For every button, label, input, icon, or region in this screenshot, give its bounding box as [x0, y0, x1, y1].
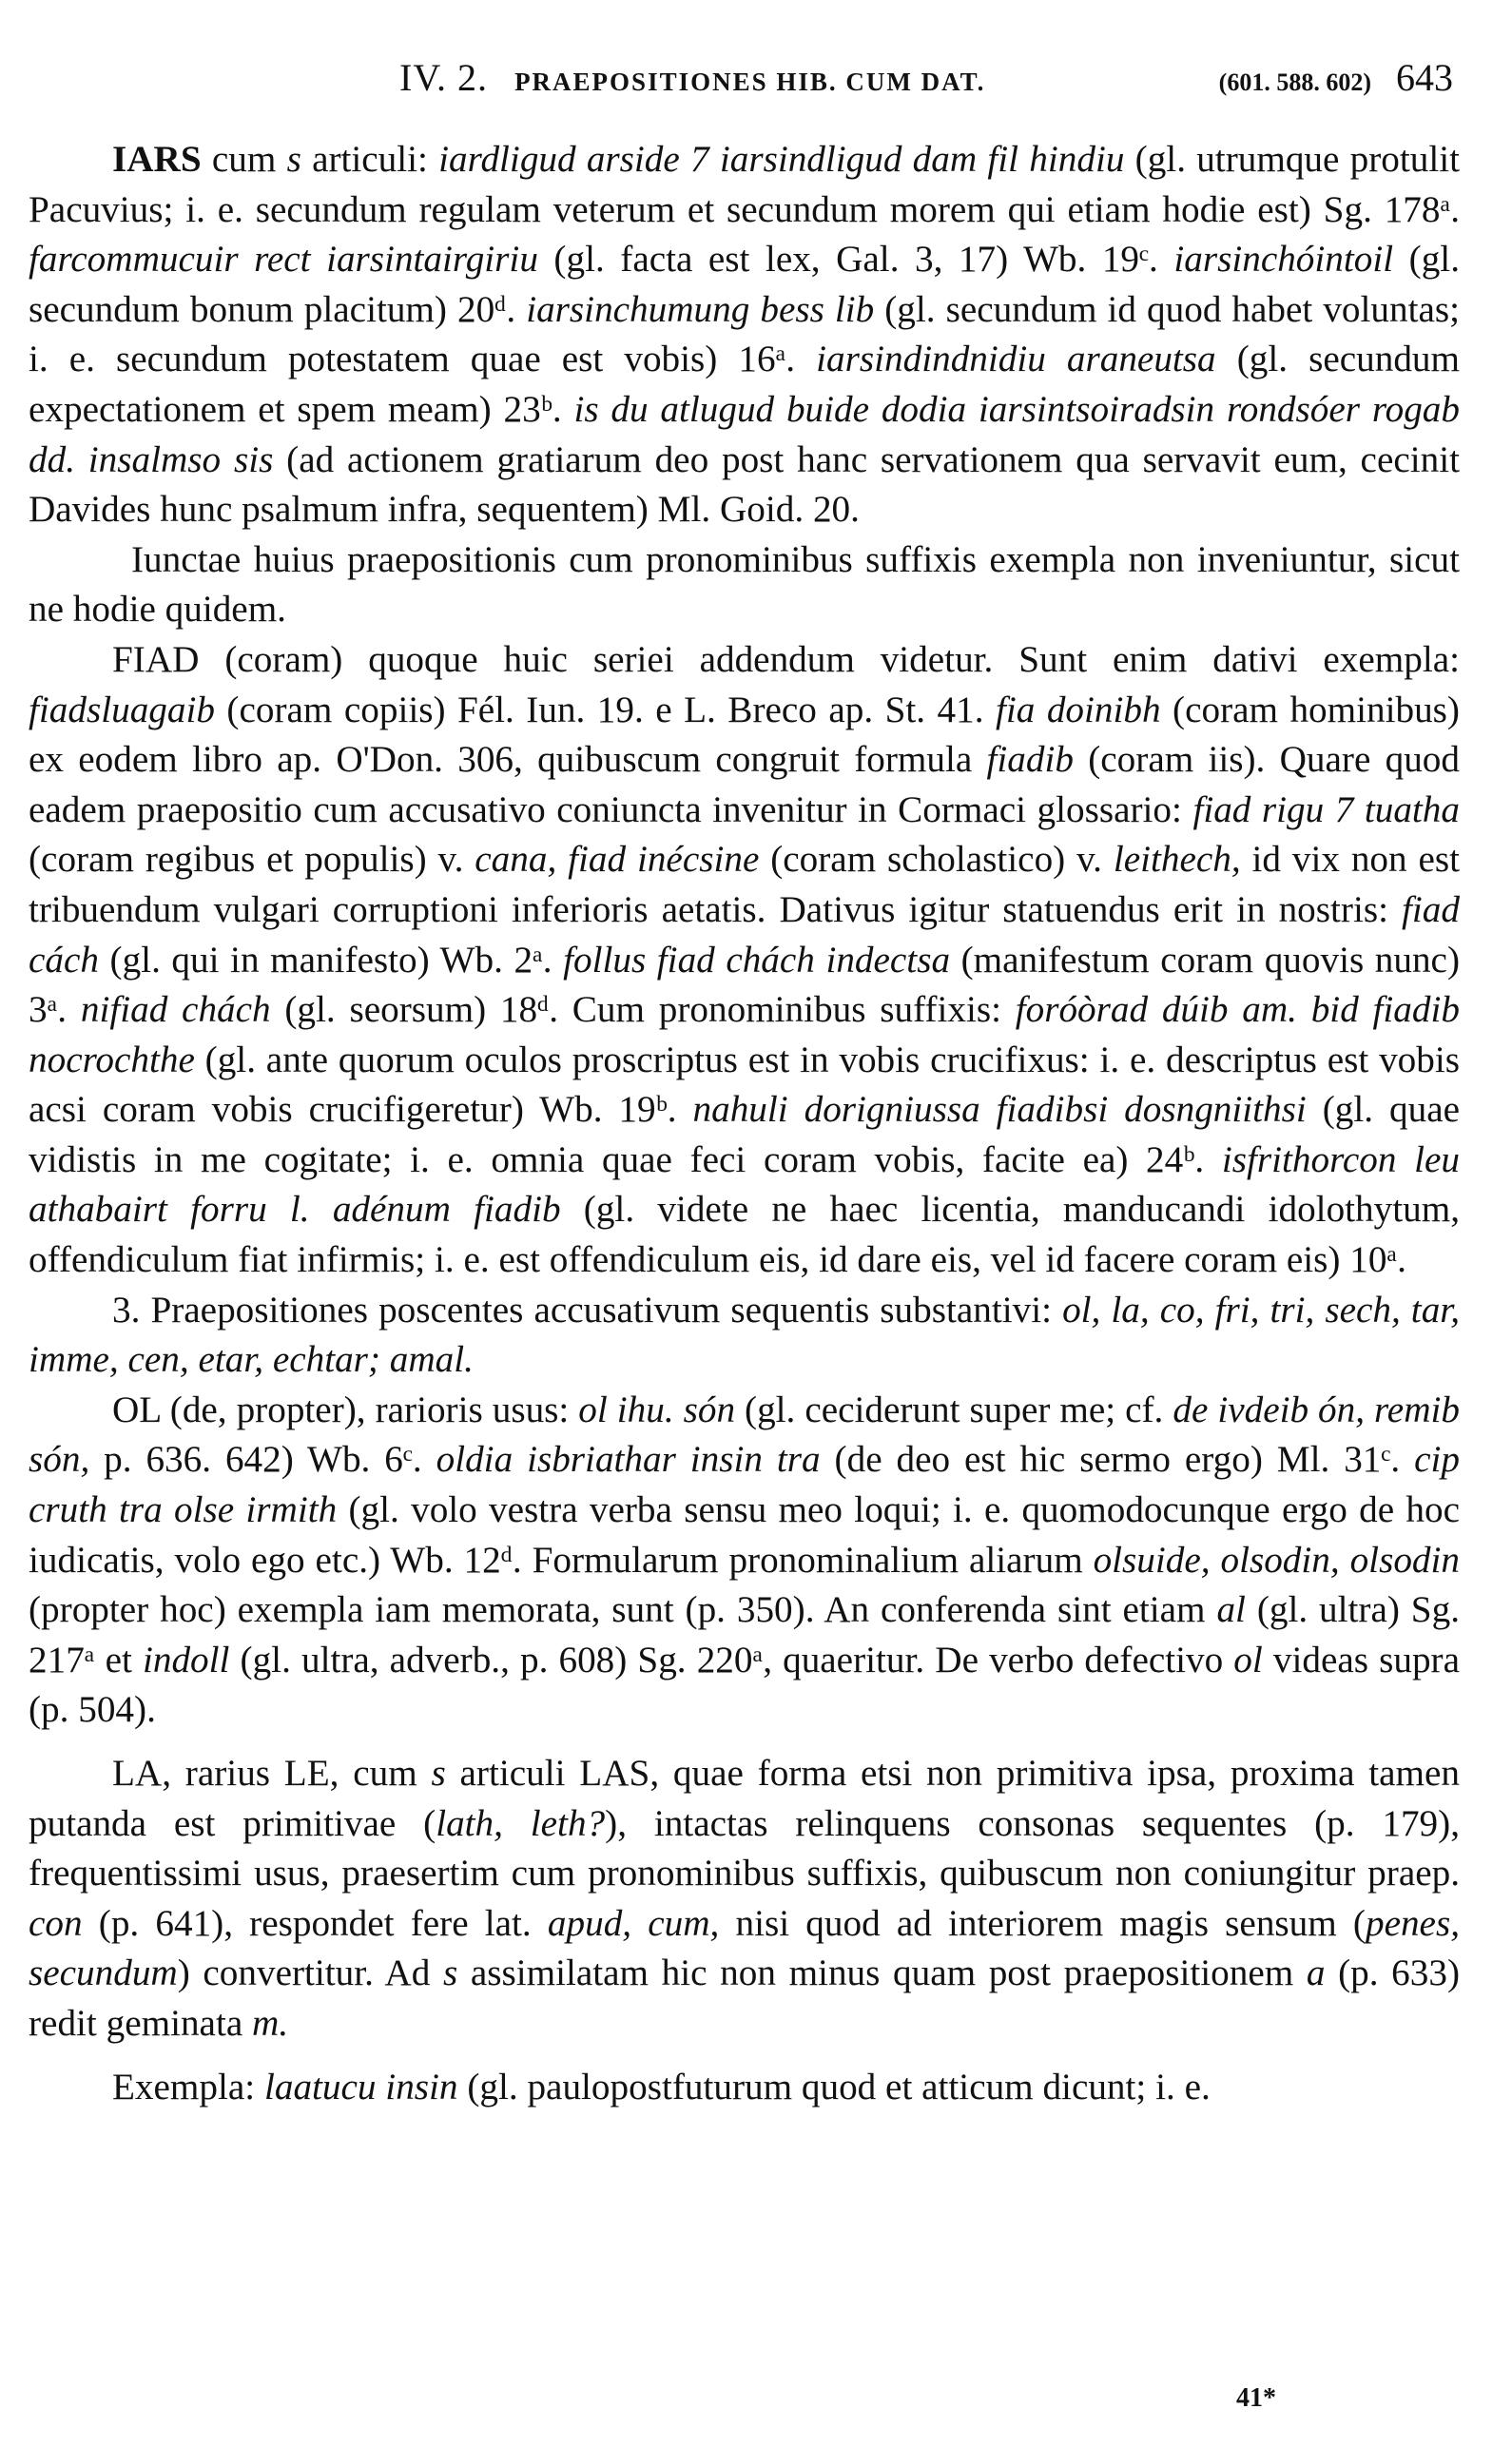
irish-gloss: fiad rigu 7 tuatha: [1192, 788, 1460, 830]
text-run: (coram scholastico) v.: [759, 839, 1114, 881]
text-run: (gl. quae vidistis in me cogitate; i. e. omnia quae feci coram vobis, facite ea) 24ᵇ.: [29, 1089, 1460, 1180]
irish-gloss: s: [431, 1753, 446, 1794]
text-run: p. 636. 642) Wb. 6ᶜ.: [89, 1439, 436, 1481]
headword: IARS: [112, 139, 202, 180]
irish-gloss: penes, secundum: [29, 1902, 1460, 1994]
irish-gloss: fiadsluagaib: [29, 689, 215, 730]
irish-gloss: ol, la, co, fri, tri, sech, tar, imme, cen, etar, echtar; amal.: [29, 1289, 1460, 1381]
irish-gloss: iarsindindnidiu araneutsa: [816, 339, 1216, 380]
irish-gloss: oldia isbriathar insin tra: [436, 1439, 821, 1481]
irish-gloss: nifiad chách: [80, 989, 271, 1031]
text-run: (gl. seorsum) 18ᵈ. Cum pronominibus suffixis:: [270, 989, 1016, 1031]
irish-gloss: cip cruth tra olse irmith: [29, 1439, 1461, 1531]
text-run: (p. 641), respondet fere lat.: [82, 1902, 548, 1944]
irish-gloss: a: [1306, 1953, 1326, 1994]
paragraph-fiad: [29, 635, 1460, 1286]
paragraph-la: [29, 1749, 1460, 2050]
text-run: (gl. facta est lex, Gal. 3, 17) Wb. 19ᶜ.: [537, 239, 1174, 281]
text-run: LA, rarius LE, cum: [112, 1753, 432, 1794]
text-run: (gl. secundum expectationem et spem meam) 23ᵇ.: [29, 339, 1460, 430]
text-run: (gl. ultra) Sg. 217ᵃ et: [29, 1589, 1460, 1681]
text-run: FIAD (coram) quoque huic seriei addendum videtur. Sunt enim dativi exempla:: [112, 638, 1460, 680]
text-run: assimilatam hic non minus quam post praepositionem: [457, 1953, 1307, 1994]
body-text: [29, 135, 1460, 2112]
paragraph-iunctae: [29, 535, 1460, 635]
irish-gloss: farcommucuir rect iarsintairgiriu: [29, 239, 538, 281]
text-run: (manifestum coram quovis nunc) 3ᵃ.: [29, 939, 1460, 1031]
irish-gloss: con: [29, 1902, 83, 1944]
irish-gloss: s: [286, 139, 301, 180]
text-run: (p. 633) redit geminata: [29, 1953, 1460, 2044]
text-run: (gl. volo vestra verba sensu meo loqui; i. e. quomodocunque ergo de hoc iudicatis, volo ego etc.) Wb. 12ᵈ. Formularum pronominalium aliarum: [29, 1489, 1460, 1581]
irish-gloss: ol ihu. són: [578, 1389, 736, 1430]
irish-gloss: iardligud arside 7 iarsindligud dam fil hindiu: [438, 139, 1125, 180]
irish-gloss: m.: [252, 2002, 289, 2044]
page-references: (601. 588. 602): [1218, 68, 1371, 96]
running-header: [399, 55, 1453, 112]
text-run: id vix non est tribuendum vulgari corruptioni inferioris aetatis. Dativus igitur statuendus erit in nostris:: [29, 839, 1460, 930]
irish-gloss: fia doinibh: [995, 689, 1161, 730]
irish-gloss: isfrithorcon leu athabairt forru l. adénum fiadib: [29, 1138, 1460, 1231]
irish-gloss: indoll: [142, 1639, 230, 1681]
irish-gloss: s: [442, 1953, 458, 1994]
irish-gloss: apud, cum,: [547, 1902, 720, 1944]
irish-gloss: ol: [1233, 1639, 1263, 1681]
text-run: (gl. videte ne haec licentia, manducandi idolothytum, offendiculum fiat infirmis; i. e. est offendiculum eis, id dare eis, vel id facere coram eis) 10ᵃ.: [29, 1189, 1461, 1281]
section-number: IV. 2.: [399, 56, 489, 99]
irish-gloss: lath, leth?: [436, 1802, 606, 1844]
text-run: (coram copiis) Fél. Iun. 19. e L. Breco ap. St. 41.: [214, 689, 996, 730]
text-run: (gl. paulopostfuturum quod et atticum dicunt; i. e.: [457, 2066, 1211, 2108]
running-title: PRAEPOSITIONES HIB. CUM DAT.: [514, 68, 986, 96]
paragraph-accusative-heading: [29, 1286, 1460, 1386]
text-run: (ad actionem gratiarum deo post hanc servationem qua servavit eum, cecinit Davides hunc psalmum infra, sequentem) Ml. Goid. 20.: [29, 438, 1460, 531]
text-run: (coram regibus et populis) v.: [29, 839, 475, 881]
irish-gloss: cana, fiad inécsine: [475, 839, 760, 881]
irish-gloss: iarsinchóintoil: [1173, 239, 1394, 281]
text-run: OL (de, propter), rarioris usus:: [112, 1389, 579, 1430]
text-run: articuli LAS, quae forma etsi non primitiva ipsa, proxima tamen putanda est primitivae (: [29, 1753, 1460, 1844]
irish-gloss: follus fiad chách indectsa: [563, 939, 951, 981]
text-run: (gl. secundum bonum placitum) 20ᵈ.: [29, 239, 1460, 330]
text-run: (propter hoc) exempla iam memorata, sunt (p. 350). An conferenda sint etiam: [29, 1589, 1217, 1631]
text-run: ), intactas relinquens consonas sequentes (p. 179), frequentissimi usus, praesertim cum pronominibus suffixis, quibuscum non coniungitur praep.: [29, 1802, 1460, 1894]
text-run: nisi quod ad interiorem magis sensum (: [719, 1902, 1366, 1944]
text-run: (coram iis). Quare quod eadem praepositio cum accusativo coniuncta invenitur in Cormaci glossario:: [29, 739, 1460, 830]
text-run: articuli:: [300, 139, 439, 180]
irish-gloss: de ivdeib ón, remib són,: [29, 1389, 1460, 1481]
irish-gloss: is du atlugud buide dodia iarsintsoiradsin rondsóer rogab dd. insalmso sis: [29, 388, 1460, 480]
text-run: (de deo est hic sermo ergo) Ml. 31ᶜ.: [820, 1439, 1415, 1481]
paragraph-iars: [29, 135, 1460, 535]
text-run: (coram hominibus) ex eodem libro ap. O'Don. 306, quibuscum congruit formula: [29, 689, 1460, 781]
page-number: 643: [1396, 56, 1453, 99]
irish-gloss: nahuli dorigniussa fiadibsi dosngniithsi: [692, 1089, 1307, 1131]
text-run: (gl. ceciderunt super me; cf.: [735, 1389, 1173, 1430]
irish-gloss: olsuide, olsodin, olsodin: [1093, 1539, 1460, 1581]
signature-mark: 41*: [1236, 2383, 1276, 2413]
text-run: ) convertitur. Ad: [177, 1953, 443, 1994]
text-run: (gl. ante quorum oculos proscriptus est in vobis crucifixus: i. e. descriptus est vobis acsi coram vobis crucifigeretur) Wb. 19ᵇ.: [29, 1039, 1460, 1131]
text-run: (gl. ultra, adverb., p. 608) Sg. 220ᵃ, quaeritur. De verbo defectivo: [229, 1639, 1234, 1681]
irish-gloss: iarsinchumung bess lib: [526, 288, 875, 330]
irish-gloss: al: [1216, 1589, 1246, 1631]
text-run: Iunctae huius praepositionis cum pronominibus suffixis exempla non inveniuntur, sicut ne hodie quidem.: [29, 538, 1460, 631]
text-run: (gl. utrumque protulit Pacuvius; i. e. secundum regulam veterum et secundum morem qui etiam hodie est) Sg. 178ᵃ.: [29, 139, 1461, 230]
text-run: (gl. qui in manifesto) Wb. 2ᵃ.: [98, 939, 564, 981]
irish-gloss: leithech,: [1113, 839, 1241, 881]
text-run: cum: [201, 139, 287, 180]
paragraph-ol: [29, 1386, 1460, 1736]
irish-gloss: laatucu insin: [263, 2066, 458, 2108]
text-run: Exempla:: [112, 2066, 264, 2108]
irish-gloss: foróòrad dúib am. bid fiadib nocrochthe: [29, 989, 1460, 1080]
paragraph-exempla: [29, 2063, 1460, 2113]
irish-gloss: fiad cách: [29, 888, 1460, 981]
text-run: videas supra (p. 504).: [29, 1639, 1460, 1731]
text-run: 3. Praepositiones poscentes accusativum sequentis substantivi:: [112, 1289, 1063, 1331]
text-run: (gl. secundum id quod habet voluntas; i. e. secundum potestatem quae est vobis) 16ᵃ.: [29, 288, 1461, 380]
irish-gloss: fiadib: [986, 739, 1074, 781]
